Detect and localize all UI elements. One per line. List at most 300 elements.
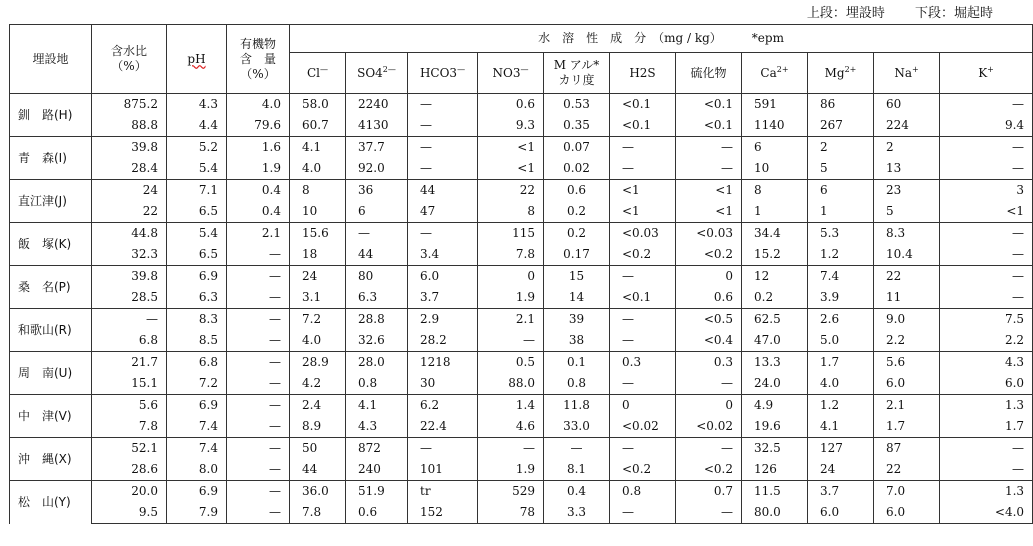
table-cell: 5.6 — [874, 352, 940, 374]
table-cell: 51.9 — [346, 481, 408, 503]
table-cell: 591 — [742, 94, 808, 116]
header-hco3-label: HCO3 — [419, 65, 458, 80]
table-cell: 12 — [742, 266, 808, 288]
table-cell: — — [227, 395, 290, 417]
table-cell: — — [408, 137, 478, 159]
table-cell: <1 — [478, 158, 544, 180]
table-cell: 2 — [874, 137, 940, 159]
table-cell: — — [940, 459, 1033, 481]
table-cell: 0.2 — [544, 223, 610, 245]
table-row — [10, 352, 1033, 374]
table-cell: 8.0 — [167, 459, 227, 481]
table-cell: 1 — [742, 201, 808, 223]
header-no3: NO3— — [478, 53, 544, 94]
header-sulfide: 硫化物 — [676, 53, 742, 94]
table-cell: 23 — [874, 180, 940, 202]
table-cell: 21.7 — [92, 352, 167, 374]
table-cell: 0.53 — [544, 94, 610, 116]
table-cell: 6 — [742, 137, 808, 159]
table-cell: 875.2 — [92, 94, 167, 116]
header-so4-label: SO4 — [357, 65, 383, 80]
table-cell: — — [227, 266, 290, 288]
table-cell: 3.4 — [408, 244, 478, 266]
table-cell: <1 — [676, 201, 742, 223]
table-cell: 6.3 — [346, 287, 408, 309]
table-row — [10, 481, 1033, 503]
table-cell: 24 — [92, 180, 167, 202]
table-cell: 33.0 — [544, 416, 610, 438]
table-cell: 0.4 — [227, 180, 290, 202]
table-cell: — — [92, 309, 167, 331]
table-cell: 3.9 — [808, 287, 874, 309]
table-cell: 32.6 — [346, 330, 408, 352]
table-cell: 2.9 — [408, 309, 478, 331]
table-cell: 6.8 — [167, 352, 227, 374]
table-cell: 0.8 — [544, 373, 610, 395]
table-cell: 80.0 — [742, 502, 808, 524]
table-cell: 24 — [290, 266, 346, 288]
table-cell: 0.6 — [478, 94, 544, 116]
table-cell: 0.1 — [544, 352, 610, 374]
table-cell: — — [940, 244, 1033, 266]
table-cell: 1.9 — [478, 459, 544, 481]
table-cell: 1.3 — [940, 481, 1033, 503]
table-cell: 19.6 — [742, 416, 808, 438]
table-cell: 44 — [346, 244, 408, 266]
header-mg-label: Mg — [824, 65, 845, 80]
table-cell: <0.2 — [676, 459, 742, 481]
table-cell: 2.1 — [478, 309, 544, 331]
table-cell: 4130 — [346, 115, 408, 137]
table-cell: 8 — [290, 180, 346, 202]
table-cell: 32.5 — [742, 438, 808, 460]
table-cell: 58.0 — [290, 94, 346, 116]
table-cell: 22.4 — [408, 416, 478, 438]
table-cell: 28.5 — [92, 287, 167, 309]
table-cell: <0.1 — [676, 115, 742, 137]
header-organic: 有機物 含 量 （%） — [227, 25, 290, 94]
table-cell: 9.4 — [940, 115, 1033, 137]
table-cell: 4.2 — [290, 373, 346, 395]
table-row — [10, 373, 1033, 395]
table-cell: 5.0 — [808, 330, 874, 352]
table-cell: 7.5 — [940, 309, 1033, 331]
table-cell: — — [610, 137, 676, 159]
table-cell: 4.0 — [227, 94, 290, 116]
table-cell: 7.2 — [290, 309, 346, 331]
table-cell: — — [940, 266, 1033, 288]
table-cell: 5 — [808, 158, 874, 180]
table-cell: 0.6 — [676, 287, 742, 309]
table-row — [10, 115, 1033, 137]
table-cell: — — [227, 438, 290, 460]
table-cell: 101 — [408, 459, 478, 481]
table-row — [10, 180, 1033, 202]
site-name: 沖 縄(X) — [10, 438, 92, 481]
table-cell: 24.0 — [742, 373, 808, 395]
table-cell: 1.9 — [478, 287, 544, 309]
table-cell: 15.6 — [290, 223, 346, 245]
table-cell: 47.0 — [742, 330, 808, 352]
table-cell: 28.6 — [92, 459, 167, 481]
table-cell: 3.3 — [544, 502, 610, 524]
table-cell: — — [610, 309, 676, 331]
table-body — [10, 94, 1033, 524]
table-cell: 0 — [478, 266, 544, 288]
header-water-soluble: 水 溶 性 成 分 （mg / kg） *epm — [290, 25, 1033, 53]
table-cell: 8 — [478, 201, 544, 223]
table-cell: 4.3 — [167, 94, 227, 116]
table-cell: 0.6 — [346, 502, 408, 524]
table-cell: 3.7 — [808, 481, 874, 503]
table-cell: — — [610, 502, 676, 524]
table-cell: 6.0 — [940, 373, 1033, 395]
table-cell: 4.0 — [290, 158, 346, 180]
table-cell: 5.4 — [167, 158, 227, 180]
table-cell: <0.02 — [610, 416, 676, 438]
table-cell: 7.9 — [167, 502, 227, 524]
table-cell: 8 — [742, 180, 808, 202]
table-cell: 28.2 — [408, 330, 478, 352]
table-cell: <0.1 — [610, 115, 676, 137]
site-name: 直江津(J) — [10, 180, 92, 223]
site-name: 桑 名(P) — [10, 266, 92, 309]
table-cell: 60 — [874, 94, 940, 116]
table-cell: 87 — [874, 438, 940, 460]
table-cell: 0.8 — [610, 481, 676, 503]
table-cell: — — [940, 438, 1033, 460]
table-cell: 0.02 — [544, 158, 610, 180]
site-name: 周 南(U) — [10, 352, 92, 395]
table-cell: — — [227, 481, 290, 503]
table-cell: 6.0 — [874, 373, 940, 395]
table-cell: 32.3 — [92, 244, 167, 266]
table-cell: — — [940, 137, 1033, 159]
table-cell: 0.6 — [544, 180, 610, 202]
table-cell: 22 — [874, 266, 940, 288]
legend-upper: 上段：埋設時 — [806, 6, 885, 21]
table-cell: — — [227, 309, 290, 331]
table-cell: 1218 — [408, 352, 478, 374]
table-cell: 6.0 — [808, 502, 874, 524]
header-so4: $SO4^{2—}$ — [346, 53, 408, 94]
table-cell: — — [346, 223, 408, 245]
table-cell: 4.3 — [940, 352, 1033, 374]
table-cell: 1.6 — [227, 137, 290, 159]
table-cell: 36.0 — [290, 481, 346, 503]
table-row — [10, 158, 1033, 180]
table-cell: 115 — [478, 223, 544, 245]
table-cell: 0.5 — [478, 352, 544, 374]
table-cell: <0.1 — [610, 94, 676, 116]
table-cell: 4.1 — [290, 137, 346, 159]
table-cell: 10 — [742, 158, 808, 180]
table-row — [10, 459, 1033, 481]
header-ph — [167, 25, 227, 94]
table-cell: 78 — [478, 502, 544, 524]
table-cell: 1.9 — [227, 158, 290, 180]
table-cell: 6.5 — [167, 201, 227, 223]
table-cell: 8.3 — [167, 309, 227, 331]
table-cell: — — [227, 244, 290, 266]
table-cell: 6.3 — [167, 287, 227, 309]
table-cell: 10 — [290, 201, 346, 223]
table-cell: 7.8 — [92, 416, 167, 438]
legend — [781, 2, 993, 21]
table-cell: 0.2 — [544, 201, 610, 223]
table-cell: 79.6 — [227, 115, 290, 137]
table-cell: — — [610, 266, 676, 288]
table-cell: 7.4 — [808, 266, 874, 288]
table-row — [10, 137, 1033, 159]
table-cell: <0.1 — [610, 287, 676, 309]
table-cell: — — [544, 438, 610, 460]
table-cell: 50 — [290, 438, 346, 460]
table-cell: 224 — [874, 115, 940, 137]
table-cell: 15.1 — [92, 373, 167, 395]
table-cell: 0 — [676, 266, 742, 288]
table-cell: 529 — [478, 481, 544, 503]
table-cell: 22 — [478, 180, 544, 202]
table-cell: 10.4 — [874, 244, 940, 266]
table-cell: 39 — [544, 309, 610, 331]
table-cell: — — [478, 330, 544, 352]
table-row — [10, 395, 1033, 417]
table-cell: 4.6 — [478, 416, 544, 438]
table-cell: 2.2 — [940, 330, 1033, 352]
table-cell: 11 — [874, 287, 940, 309]
legend-lower: 下段：堀起時 — [914, 6, 993, 21]
table-cell: 36 — [346, 180, 408, 202]
table-cell: 6 — [808, 180, 874, 202]
table-cell: <0.1 — [676, 94, 742, 116]
table-cell: — — [610, 373, 676, 395]
table-cell: 0.35 — [544, 115, 610, 137]
table-cell: — — [610, 330, 676, 352]
table-cell: 5.3 — [808, 223, 874, 245]
table-cell: 152 — [408, 502, 478, 524]
table-cell: <1 — [610, 180, 676, 202]
table-cell: — — [676, 373, 742, 395]
table-cell: 1.3 — [940, 395, 1033, 417]
table-cell: 52.1 — [92, 438, 167, 460]
table-cell: 28.9 — [290, 352, 346, 374]
table-row — [10, 266, 1033, 288]
header-cl-label: Cl — [306, 65, 321, 80]
table-cell: 2.4 — [290, 395, 346, 417]
table-cell: 13 — [874, 158, 940, 180]
table-cell: 1.7 — [940, 416, 1033, 438]
table-cell: 86 — [808, 94, 874, 116]
table-cell: 39.8 — [92, 266, 167, 288]
table-cell: <1 — [478, 137, 544, 159]
table-cell: 6.0 — [408, 266, 478, 288]
table-cell: 39.8 — [92, 137, 167, 159]
table-cell: — — [227, 330, 290, 352]
table-cell: 22 — [874, 459, 940, 481]
table-cell: 6.5 — [167, 244, 227, 266]
table-cell: 62.5 — [742, 309, 808, 331]
header-cl: Cl— — [290, 53, 346, 94]
table-row — [10, 94, 1033, 116]
table-cell: 8.5 — [167, 330, 227, 352]
table-cell: 9.0 — [874, 309, 940, 331]
table-cell: <0.03 — [676, 223, 742, 245]
table-cell: — — [940, 223, 1033, 245]
header-hco3: HCO3— — [408, 53, 478, 94]
table-cell: 6.2 — [408, 395, 478, 417]
table-cell: 30 — [408, 373, 478, 395]
table-cell: 2 — [808, 137, 874, 159]
header-alkalinity: M アル* カリ度 — [544, 53, 610, 94]
table-cell: 0.7 — [676, 481, 742, 503]
table-cell: — — [676, 438, 742, 460]
table-cell: 80 — [346, 266, 408, 288]
table-cell: 872 — [346, 438, 408, 460]
table-cell: — — [227, 352, 290, 374]
table-cell: <0.4 — [676, 330, 742, 352]
table-cell: <0.03 — [610, 223, 676, 245]
table-cell: 4.0 — [290, 330, 346, 352]
table-cell: 7.4 — [167, 416, 227, 438]
table-cell: 24 — [808, 459, 874, 481]
site-name: 和歌山(R) — [10, 309, 92, 352]
table-cell: 34.4 — [742, 223, 808, 245]
soil-analysis-table — [9, 24, 1033, 524]
table-cell: 44 — [408, 180, 478, 202]
table-cell: 0.07 — [544, 137, 610, 159]
table-cell: 13.3 — [742, 352, 808, 374]
table-row — [10, 330, 1033, 352]
table-cell: 0 — [676, 395, 742, 417]
table-cell: <1 — [610, 201, 676, 223]
header-no3-label: NO3 — [492, 65, 521, 80]
table-cell: 4.4 — [167, 115, 227, 137]
table-cell: 2.1 — [874, 395, 940, 417]
table-cell: 14 — [544, 287, 610, 309]
table-cell: <0.2 — [676, 244, 742, 266]
table-cell: — — [610, 158, 676, 180]
table-cell: 2.6 — [808, 309, 874, 331]
table-row — [10, 438, 1033, 460]
header-ca: $Ca^{2+}$ — [742, 53, 808, 94]
table-row — [10, 502, 1033, 524]
header-k: K+ — [940, 53, 1033, 94]
site-name: 松 山(Y) — [10, 481, 92, 524]
table-cell: 11.5 — [742, 481, 808, 503]
table-cell: 28.0 — [346, 352, 408, 374]
table-cell: 6 — [346, 201, 408, 223]
header-na: Na+ — [874, 53, 940, 94]
table-cell: 5.2 — [167, 137, 227, 159]
table-cell: — — [227, 459, 290, 481]
table-cell: 0.3 — [610, 352, 676, 374]
table-cell: 7.0 — [874, 481, 940, 503]
header-h2s: H2S — [610, 53, 676, 94]
table-cell: — — [227, 416, 290, 438]
table-cell: 15 — [544, 266, 610, 288]
header-moisture: 含水比 （%） — [92, 25, 167, 94]
table-cell: 1.7 — [874, 416, 940, 438]
table-cell: tr — [408, 481, 478, 503]
table-row — [10, 287, 1033, 309]
table-cell: 8.1 — [544, 459, 610, 481]
table-cell: 44 — [290, 459, 346, 481]
table-cell: 4.9 — [742, 395, 808, 417]
table-cell: — — [227, 373, 290, 395]
table-cell: 6.9 — [167, 481, 227, 503]
table-cell: 1 — [808, 201, 874, 223]
table-cell: — — [408, 94, 478, 116]
table-cell: 7.8 — [290, 502, 346, 524]
table-cell: — — [940, 287, 1033, 309]
table-cell: 7.1 — [167, 180, 227, 202]
table-cell: 240 — [346, 459, 408, 481]
table-cell: 267 — [808, 115, 874, 137]
table-cell: 1.7 — [808, 352, 874, 374]
table-cell: 2.1 — [227, 223, 290, 245]
header-mg: $Mg^{2+}$ — [808, 53, 874, 94]
table-cell: 4.0 — [808, 373, 874, 395]
table-cell: 6.9 — [167, 395, 227, 417]
table-cell: 8.9 — [290, 416, 346, 438]
table-cell: 60.7 — [290, 115, 346, 137]
table-cell: 5 — [874, 201, 940, 223]
table-cell: 38 — [544, 330, 610, 352]
table-cell: — — [676, 502, 742, 524]
table-cell: 1.2 — [808, 244, 874, 266]
table-cell: 4.1 — [346, 395, 408, 417]
table-cell: 92.0 — [346, 158, 408, 180]
table-row — [10, 223, 1033, 245]
table-cell: <0.02 — [676, 416, 742, 438]
table-row — [10, 416, 1033, 438]
table-cell: 5.6 — [92, 395, 167, 417]
site-name: 中 津(V) — [10, 395, 92, 438]
table-cell: 1.4 — [478, 395, 544, 417]
header-na-label: Na — [894, 65, 912, 80]
table-cell: <0.5 — [676, 309, 742, 331]
table-cell: 9.5 — [92, 502, 167, 524]
table-cell: 126 — [742, 459, 808, 481]
table-cell: 11.8 — [544, 395, 610, 417]
table-cell: 0.4 — [227, 201, 290, 223]
table-cell: 2240 — [346, 94, 408, 116]
table-cell: 28.8 — [346, 309, 408, 331]
table-cell: <4.0 — [940, 502, 1033, 524]
table-cell: — — [408, 438, 478, 460]
site-name: 釧 路(H) — [10, 94, 92, 137]
table-cell: 0.17 — [544, 244, 610, 266]
table-cell: 8.3 — [874, 223, 940, 245]
table-cell: 4.1 — [808, 416, 874, 438]
table-cell: <0.2 — [610, 459, 676, 481]
table-cell: 5.4 — [167, 223, 227, 245]
table-cell: — — [676, 137, 742, 159]
table-row — [10, 309, 1033, 331]
table-cell: 0.3 — [676, 352, 742, 374]
table-cell: 7.8 — [478, 244, 544, 266]
header-site: 埋設地 — [10, 25, 92, 94]
table-cell: 47 — [408, 201, 478, 223]
table-cell: 3 — [940, 180, 1033, 202]
table-cell: 18 — [290, 244, 346, 266]
table-cell: <1 — [676, 180, 742, 202]
table-cell: 0.2 — [742, 287, 808, 309]
table-cell: 6.0 — [874, 502, 940, 524]
table-cell: 3.7 — [408, 287, 478, 309]
table-cell: 1.2 — [808, 395, 874, 417]
